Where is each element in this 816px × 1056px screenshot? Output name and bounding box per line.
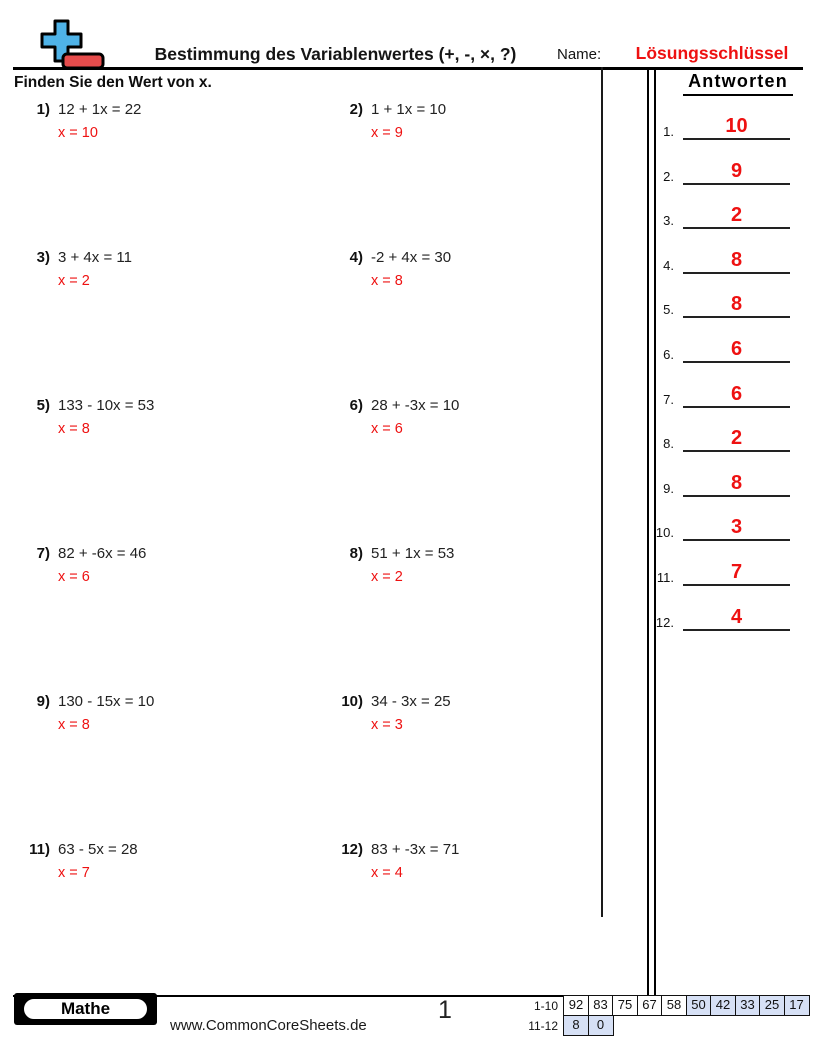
problem-number: 12) <box>341 841 363 858</box>
score-table-row-2 <box>563 1015 614 1036</box>
problem-answer: x = 2 <box>58 273 90 289</box>
subject-badge-label: Mathe <box>22 997 149 1021</box>
problem-answer: x = 8 <box>371 273 403 289</box>
answer-row-label: 10. <box>655 525 674 540</box>
answer-row-4 <box>650 246 792 274</box>
problem-answer: x = 2 <box>371 569 403 585</box>
answer-blank-line <box>683 183 790 185</box>
problem-number: 10) <box>341 693 363 710</box>
answer-row-value: 6 <box>730 338 743 360</box>
answer-row-value: 7 <box>730 561 743 583</box>
problem-equation: 130 - 15x = 10 <box>58 693 155 710</box>
answer-row-value: 8 <box>730 249 743 271</box>
problem-equation: -2 + 4x = 30 <box>371 249 452 266</box>
problem-number: 5) <box>36 397 50 414</box>
problem-5 <box>18 397 308 437</box>
problem-equation: 83 + -3x = 71 <box>371 841 460 858</box>
problem-2 <box>331 101 621 141</box>
problem-equation: 1 + 1x = 10 <box>371 101 447 118</box>
problem-number: 1) <box>36 101 50 118</box>
answer-row-value: 8 <box>730 293 743 315</box>
answer-blank-line <box>683 138 790 140</box>
problem-equation: 51 + 1x = 53 <box>371 545 455 562</box>
answer-row-label: 4. <box>663 258 674 273</box>
score-cell: 92 <box>563 995 589 1016</box>
problem-answer: x = 6 <box>371 421 403 437</box>
answers-panel-title: Antworten <box>683 71 793 96</box>
answer-row-value: 2 <box>730 204 743 226</box>
score-cell: 17 <box>784 995 810 1016</box>
answer-row-value: 6 <box>730 383 743 405</box>
problem-4 <box>331 249 621 289</box>
answer-row-label: 9. <box>663 481 674 496</box>
problem-10 <box>331 693 621 733</box>
problem-6 <box>331 397 621 437</box>
answer-row-6 <box>650 335 792 363</box>
answer-row-1 <box>650 112 792 140</box>
answer-blank-line <box>683 584 790 586</box>
answer-blank-line <box>683 227 790 229</box>
problem-equation: 82 + -6x = 46 <box>58 545 147 562</box>
answer-row-label: 5. <box>663 302 674 317</box>
answer-blank-line <box>683 629 790 631</box>
answer-row-value: 2 <box>730 427 743 449</box>
problem-answer: x = 7 <box>58 865 90 881</box>
answer-blank-line <box>683 450 790 452</box>
answer-row-3 <box>650 201 792 229</box>
problem-number: 9) <box>36 693 50 710</box>
answer-row-label: 7. <box>663 392 674 407</box>
problem-number: 8) <box>349 545 363 562</box>
website-url: www.CommonCoreSheets.de <box>170 1017 367 1034</box>
problem-equation: 63 - 5x = 28 <box>58 841 138 858</box>
problem-equation: 3 + 4x = 11 <box>58 249 132 266</box>
answer-row-value: 10 <box>725 115 748 137</box>
plus-minus-logo-icon <box>38 18 108 72</box>
instruction-text: Finden Sie den Wert von x. <box>14 74 212 91</box>
problem-1 <box>18 101 308 141</box>
problem-7 <box>18 545 308 585</box>
answer-row-2 <box>650 157 792 185</box>
problem-answer: x = 3 <box>371 717 403 733</box>
score-cell: 25 <box>759 995 785 1016</box>
answer-row-label: 1. <box>663 124 674 139</box>
answer-row-label: 8. <box>663 436 674 451</box>
problem-answer: x = 9 <box>371 125 403 141</box>
problem-number: 7) <box>36 545 50 562</box>
problem-equation: 133 - 10x = 53 <box>58 397 155 414</box>
problem-answer: x = 10 <box>58 125 98 141</box>
answer-row-8 <box>650 424 792 452</box>
problem-8 <box>331 545 621 585</box>
answer-row-value: 9 <box>730 160 743 182</box>
answer-row-value: 4 <box>730 606 743 628</box>
answer-blank-line <box>683 272 790 274</box>
answer-row-label: 11. <box>656 570 674 585</box>
subject-badge <box>14 993 157 1025</box>
answer-blank-line <box>683 406 790 408</box>
score-range-label-1: 1-10 <box>533 999 558 1013</box>
problem-answer: x = 8 <box>58 421 90 437</box>
problem-equation: 34 - 3x = 25 <box>371 693 451 710</box>
score-range-label-2: 11-12 <box>528 1019 558 1033</box>
score-cell: 42 <box>710 995 736 1016</box>
problem-11 <box>18 841 308 881</box>
problem-3 <box>18 249 308 289</box>
problem-9 <box>18 693 308 733</box>
answer-row-value: 8 <box>730 472 743 494</box>
answer-row-label: 2. <box>663 169 674 184</box>
problem-equation: 28 + -3x = 10 <box>371 397 460 414</box>
answer-blank-line <box>683 539 790 541</box>
answer-row-label: 3. <box>663 213 674 228</box>
score-cell: 67 <box>637 995 663 1016</box>
score-cell: 50 <box>686 995 712 1016</box>
score-cell: 75 <box>612 995 638 1016</box>
page-title: Bestimmung des Variablenwertes (+, -, ×, ?) <box>154 44 517 64</box>
page-number: 1 <box>438 996 452 1024</box>
score-cell: 58 <box>661 995 687 1016</box>
problem-equation: 12 + 1x = 22 <box>58 101 142 118</box>
problem-number: 11) <box>29 841 50 858</box>
answer-row-value: 3 <box>730 516 743 538</box>
answer-row-12 <box>650 603 792 631</box>
answer-blank-line <box>683 316 790 318</box>
score-cell: 33 <box>735 995 761 1016</box>
answer-blank-line <box>683 361 790 363</box>
problem-number: 4) <box>349 249 363 266</box>
problem-number: 2) <box>349 101 363 118</box>
name-label: Name: <box>557 46 602 63</box>
answer-row-7 <box>650 380 792 408</box>
answer-row-9 <box>650 469 792 497</box>
answer-row-10 <box>650 513 792 541</box>
answer-row-label: 6. <box>663 347 674 362</box>
score-table-row-1 <box>563 995 810 1016</box>
score-cell: 8 <box>563 1015 589 1036</box>
problem-answer: x = 8 <box>58 717 90 733</box>
problem-answer: x = 6 <box>58 569 90 585</box>
problem-12 <box>331 841 621 881</box>
score-cell: 83 <box>588 995 614 1016</box>
content-right-divider <box>601 67 603 917</box>
problem-number: 6) <box>349 397 363 414</box>
answer-row-5 <box>650 290 792 318</box>
answer-row-label: 12. <box>655 615 674 630</box>
answer-row-11 <box>650 558 792 586</box>
answer-key-label: Lösungsschlüssel <box>635 43 789 63</box>
answer-blank-line <box>683 495 790 497</box>
problem-number: 3) <box>36 249 50 266</box>
header-rule <box>13 67 803 70</box>
problem-answer: x = 4 <box>371 865 403 881</box>
score-cell: 0 <box>588 1015 614 1036</box>
